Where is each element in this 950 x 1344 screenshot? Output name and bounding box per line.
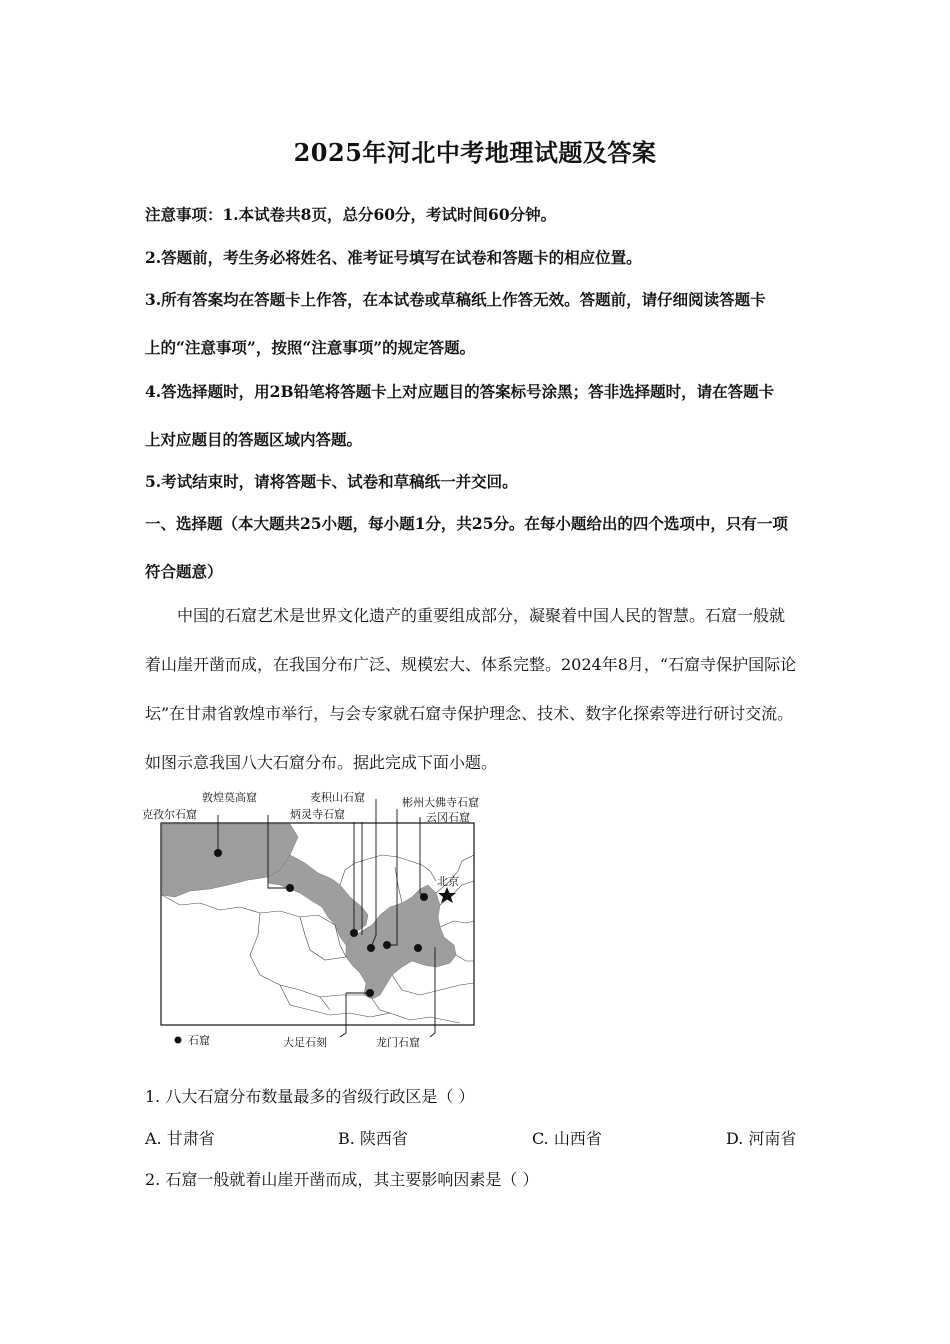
- label-legend: 石窟: [188, 1034, 210, 1047]
- note-line-1: 注意事项：1.本试卷共8页，总分60分，考试时间60分钟。: [145, 205, 557, 224]
- passage-line-4: 如图示意我国八大石窟分布。据此完成下面小题。: [145, 753, 498, 772]
- question-1-option-b[interactable]: B. 陕西省: [338, 1129, 408, 1148]
- question-1-option-a[interactable]: A. 甘肃省: [145, 1129, 215, 1148]
- question-1-option-c[interactable]: C. 山西省: [532, 1129, 602, 1148]
- label-longmen: 龙门石窟: [376, 1036, 420, 1049]
- section-heading-line-2: 符合题意）: [145, 562, 223, 581]
- label-beijing: 北京: [437, 875, 459, 888]
- label-maijishan: 麦积山石窟: [310, 791, 365, 804]
- question-1: 1. 八大石窟分布数量最多的省级行政区是（ ）: [145, 1087, 475, 1106]
- page-title: 2025年河北中考地理试题及答案: [293, 138, 657, 167]
- question-2: 2. 石窟一般就着山崖开凿而成，其主要影响因素是（ ）: [145, 1170, 539, 1189]
- note-line-7: 5.考试结束时，请将答题卡、试卷和草稿纸一并交回。: [145, 472, 518, 491]
- yungang-dot: [420, 893, 428, 901]
- bingling-dot: [350, 929, 358, 937]
- binzhou-dot: [383, 941, 391, 949]
- label-yungang: 云冈石窟: [426, 811, 470, 824]
- section-heading-line-1: 一、选择题（本大题共25小题，每小题1分，共25分。在每小题给出的四个选项中，只有一项: [145, 514, 788, 533]
- dunhuang-dot: [286, 884, 294, 892]
- passage-line-1: 中国的石窟艺术是世界文化遗产的重要组成部分，凝聚着中国人民的智慧。石窟一般就: [177, 606, 786, 625]
- question-1-option-d[interactable]: D. 河南省: [726, 1129, 797, 1148]
- note-line-5: 4.答选择题时，用2B铅笔将答题卡上对应题目的答案标号涂黑；答非选择题时，请在答题卡: [145, 382, 775, 401]
- legend-dot: [175, 1037, 182, 1044]
- dazu-dot: [366, 989, 374, 997]
- passage-line-3: 坛”在甘肃省敦煌市举行，与会专家就石窟寺保护理念、技术、数字化探索等进行研讨交流。: [145, 704, 794, 723]
- label-binzhou: 彬州大佛寺石窟: [402, 796, 479, 809]
- longmen-dot: [414, 944, 422, 952]
- maijishan-dot: [367, 944, 375, 952]
- label-kizil: 克孜尔石窟: [142, 808, 197, 821]
- note-line-6: 上对应题目的答题区域内答题。: [145, 430, 363, 449]
- label-dazu: 大足石刻: [283, 1036, 327, 1049]
- grottoes-map: [140, 785, 500, 1055]
- label-bingling: 炳灵寺石窟: [290, 808, 345, 821]
- note-line-2: 2.答题前，考生务必将姓名、准考证号填写在试卷和答题卡的相应位置。: [145, 248, 642, 267]
- map-svg: [140, 785, 500, 1055]
- kizil-dot: [214, 849, 222, 857]
- note-line-4: 上的“注意事项”，按照“注意事项”的规定答题。: [145, 338, 476, 357]
- note-line-3: 3.所有答案均在答题卡上作答，在本试卷或草稿纸上作答无效。答题前，请仔细阅读答题卡: [145, 290, 766, 309]
- passage-line-2: 着山崖开凿而成，在我国分布广泛、规模宏大、体系完整。2024年8月，“石窟寺保护国际论: [145, 655, 797, 674]
- label-dunhuang: 敦煌莫高窟: [202, 791, 257, 804]
